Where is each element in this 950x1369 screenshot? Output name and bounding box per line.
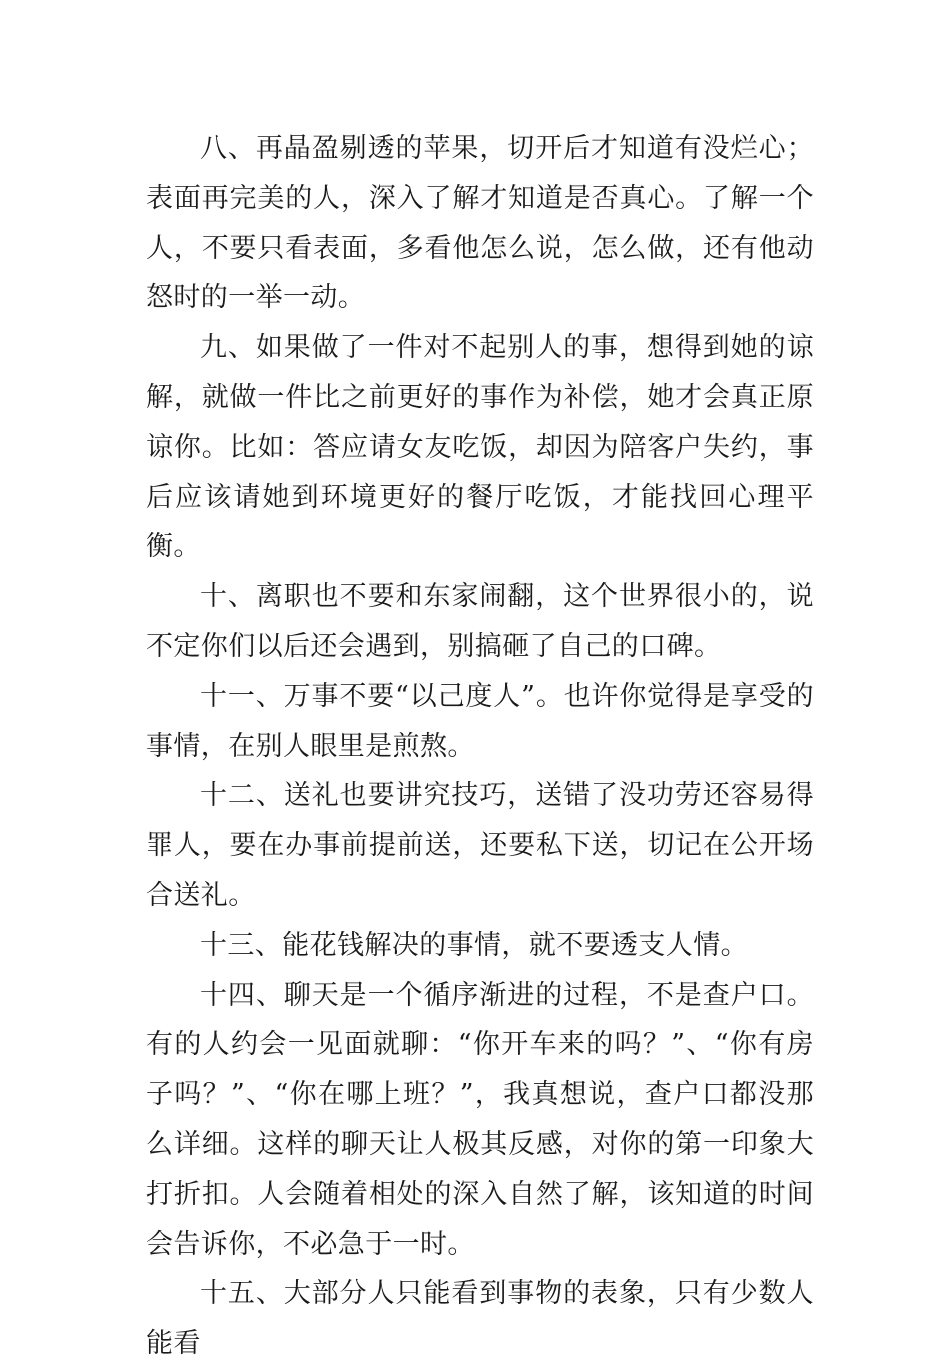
paragraph-11: 十一、万事不要“以己度人”。也许你觉得是享受的事情，在别人眼里是煎熬。 (146, 680, 814, 762)
paragraph-15: 十五、大部分人只能看到事物的表象，只有少数人能看 (146, 1278, 814, 1360)
paragraph-9: 九、如果做了一件对不起别人的事，想得到她的谅解，就做一件比之前更好的事作为补偿，她才会真正原谅你。比如：答应请女友吃饭，却因为陪客户失约，事后应该请她到环境更好的餐厅吃饭，才能找回心理平衡。 (146, 332, 814, 563)
document-page (146, 124, 814, 1369)
paragraph-8: 八、再晶盈剔透的苹果，切开后才知道有没烂心；表面再完美的人，深入了解才知道是否真心。了解一个人，不要只看表面，多看他怎么说，怎么做，还有他动怒时的一举一动。 (146, 133, 814, 314)
paragraph-10: 十、离职也不要和东家闹翻，这个世界很小的，说不定你们以后还会遇到，别搞砸了自己的口碑。 (146, 581, 814, 662)
paragraph-12: 十二、送礼也要讲究技巧，送错了没功劳还容易得罪人，要在办事前提前送，还要私下送，切记在公开场合送礼。 (146, 780, 814, 911)
paragraph-14: 十四、聊天是一个循序渐进的过程，不是查户口。有的人约会一见面就聊：“你开车来的吗？”、“你有房子吗？”、“你在哪上班？”，我真想说，查户口都没那么详细。这样的聊天让人极其反感，对你的第一印象大打折扣。人会随着相处的深入自然了解，该知道的时间会告诉你，不必急于一时。 (146, 979, 814, 1260)
paragraph-13: 十三、能花钱解决的事情，就不要透支人情。 (200, 929, 748, 961)
